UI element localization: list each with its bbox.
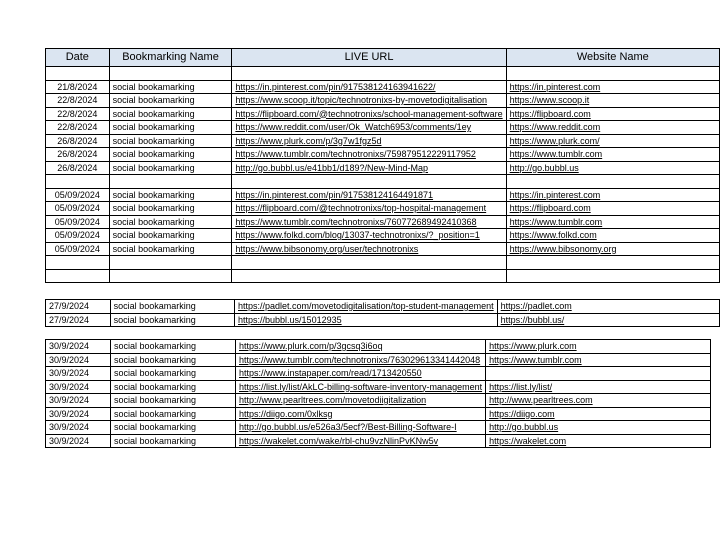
date-cell: 05/09/2024 [46,229,110,243]
date-cell: 30/9/2024 [46,353,111,367]
table-row [46,242,720,256]
site-link[interactable]: https://www.bibsonomy.org [506,242,719,256]
table-row [46,313,720,327]
date-cell: 30/9/2024 [46,407,111,421]
name-cell: social bookamarking [109,94,232,108]
site-link[interactable]: https://list.ly/list/ [486,380,711,394]
url-link[interactable]: https://padlet.com/movetodigitalisation/top-student-management [235,300,498,314]
empty-row [46,269,720,283]
name-cell: social bookamarking [109,107,232,121]
url-link[interactable]: https://bubbl.us/15012935 [235,313,498,327]
url-link[interactable]: https://diigo.com/0xlksg [236,407,486,421]
site-link[interactable]: https://www.plurk.com/ [506,134,719,148]
date-cell: 22/8/2024 [46,121,110,135]
date-cell: 27/9/2024 [46,300,111,314]
date-cell: 27/9/2024 [46,313,111,327]
url-link[interactable]: https://www.folkd.com/blog/13037-technotronixs/?_position=1 [232,229,506,243]
date-cell: 05/09/2024 [46,188,110,202]
sheet-table-september-30 [45,339,711,448]
name-cell: social bookamarking [110,313,234,327]
site-link[interactable]: https://wakelet.com [486,434,711,448]
header-bookmarking-name: Bookmarking Name [109,49,232,67]
site-link[interactable]: http://go.bubbl.us [506,161,719,175]
url-link[interactable]: https://list.ly/list/AkLC-billing-software-inventory-management [236,380,486,394]
date-cell: 05/09/2024 [46,242,110,256]
name-cell: social bookamarking [109,202,232,216]
url-link[interactable]: http://go.bubbl.us/e526a3/5ecf?/Best-Billing-Software-I [236,421,486,435]
empty-row [46,256,720,270]
url-link[interactable]: https://in.pinterest.com/pin/917538124164491871 [232,188,506,202]
table-row [46,202,720,216]
table-row [46,134,720,148]
name-cell: social bookamarking [109,148,232,162]
sheet-table-main [45,48,720,283]
site-link[interactable]: https://bubbl.us/ [497,313,719,327]
table-row [46,340,711,354]
url-link[interactable]: https://in.pinterest.com/pin/917538124163941622/ [232,80,506,94]
date-cell: 30/9/2024 [46,434,111,448]
date-cell: 30/9/2024 [46,367,111,381]
url-link[interactable]: http://go.bubbl.us/e41bb1/d189?/New-Mind-Map [232,161,506,175]
url-link[interactable]: https://flipboard.com/@technotronixs/school-management-software [232,107,506,121]
url-link[interactable]: https://www.bibsonomy.org/user/technotronixs [232,242,506,256]
name-cell: social bookamarking [111,421,236,435]
date-cell: 05/09/2024 [46,202,110,216]
name-cell: social bookamarking [109,242,232,256]
url-link[interactable]: https://wakelet.com/wake/rbl-chu9vzNlinPvKNw5v [236,434,486,448]
url-link[interactable]: https://flipboard.com/@technotronixs/top-hospital-management [232,202,506,216]
url-link[interactable]: https://www.plurk.com/p/3gcsq3i6oq [236,340,486,354]
site-link[interactable]: https://in.pinterest.com [506,80,719,94]
site-link[interactable]: https://www.tumblr.com [506,215,719,229]
table-row [46,300,720,314]
table-row [46,353,711,367]
date-cell: 30/9/2024 [46,421,111,435]
header-row [46,49,720,67]
name-cell: social bookamarking [109,188,232,202]
url-link[interactable]: https://www.instapaper.com/read/1713420550 [236,367,486,381]
table-row [46,434,711,448]
table-row [46,394,711,408]
site-link[interactable] [486,367,711,381]
table-row [46,107,720,121]
site-link[interactable]: http://www.pearltrees.com [486,394,711,408]
url-link[interactable]: https://www.tumblr.com/technotronixs/759879512229117952 [232,148,506,162]
name-cell: social bookamarking [111,353,236,367]
site-link[interactable]: https://padlet.com [497,300,719,314]
date-cell: 30/9/2024 [46,380,111,394]
name-cell: social bookamarking [111,367,236,381]
site-link[interactable]: https://diigo.com [486,407,711,421]
header-date: Date [46,49,110,67]
date-cell: 21/8/2024 [46,80,110,94]
table-row [46,94,720,108]
name-cell: social bookamarking [109,229,232,243]
site-link[interactable]: https://www.folkd.com [506,229,719,243]
name-cell: social bookamarking [109,215,232,229]
table-row [46,421,711,435]
url-link[interactable]: https://www.plurk.com/p/3g7w1fgz5d [232,134,506,148]
table-row [46,215,720,229]
header-website-name: Website Name [506,49,719,67]
name-cell: social bookamarking [109,134,232,148]
table-row [46,229,720,243]
site-link[interactable]: https://www.reddit.com [506,121,719,135]
date-cell: 30/9/2024 [46,340,111,354]
site-link[interactable]: http://go.bubbl.us [486,421,711,435]
table-row [46,367,711,381]
url-link[interactable]: https://www.scoop.it/topic/technotronixs-by-movetodigitalisation [232,94,506,108]
date-cell: 26/8/2024 [46,134,110,148]
date-cell: 26/8/2024 [46,161,110,175]
site-link[interactable]: https://www.tumblr.com [506,148,719,162]
url-link[interactable]: http://www.pearltrees.com/movetodiigitalization [236,394,486,408]
date-cell: 22/8/2024 [46,107,110,121]
site-link[interactable]: https://www.scoop.it [506,94,719,108]
sheet-table-september-27 [45,299,720,327]
empty-row [46,67,720,81]
site-link[interactable]: https://in.pinterest.com [506,188,719,202]
date-cell: 26/8/2024 [46,148,110,162]
empty-row [46,175,720,189]
site-link[interactable]: https://www.plurk.com [486,340,711,354]
table-row [46,148,720,162]
header-live-url: LIVE URL [232,49,506,67]
url-link[interactable]: https://www.tumblr.com/technotronixs/763029613341442048 [236,353,486,367]
name-cell: social bookamarking [110,300,234,314]
date-cell: 05/09/2024 [46,215,110,229]
name-cell: social bookamarking [111,434,236,448]
name-cell: social bookamarking [111,340,236,354]
name-cell: social bookamarking [109,161,232,175]
site-link[interactable]: https://flipboard.com [506,202,719,216]
site-link[interactable]: https://flipboard.com [506,107,719,121]
name-cell: social bookamarking [111,394,236,408]
table-row [46,407,711,421]
name-cell: social bookamarking [111,407,236,421]
date-cell: 30/9/2024 [46,394,111,408]
url-link[interactable]: https://www.tumblr.com/technotronixs/760772689492410368 [232,215,506,229]
name-cell: social bookamarking [109,121,232,135]
table-row [46,161,720,175]
table-row [46,380,711,394]
table-row [46,80,720,94]
site-link[interactable]: https://www.tumblr.com [486,353,711,367]
table-row [46,121,720,135]
name-cell: social bookamarking [109,80,232,94]
date-cell: 22/8/2024 [46,94,110,108]
url-link[interactable]: https://www.reddit.com/user/Ok_Watch6953/comments/1ey [232,121,506,135]
table-row [46,188,720,202]
name-cell: social bookamarking [111,380,236,394]
